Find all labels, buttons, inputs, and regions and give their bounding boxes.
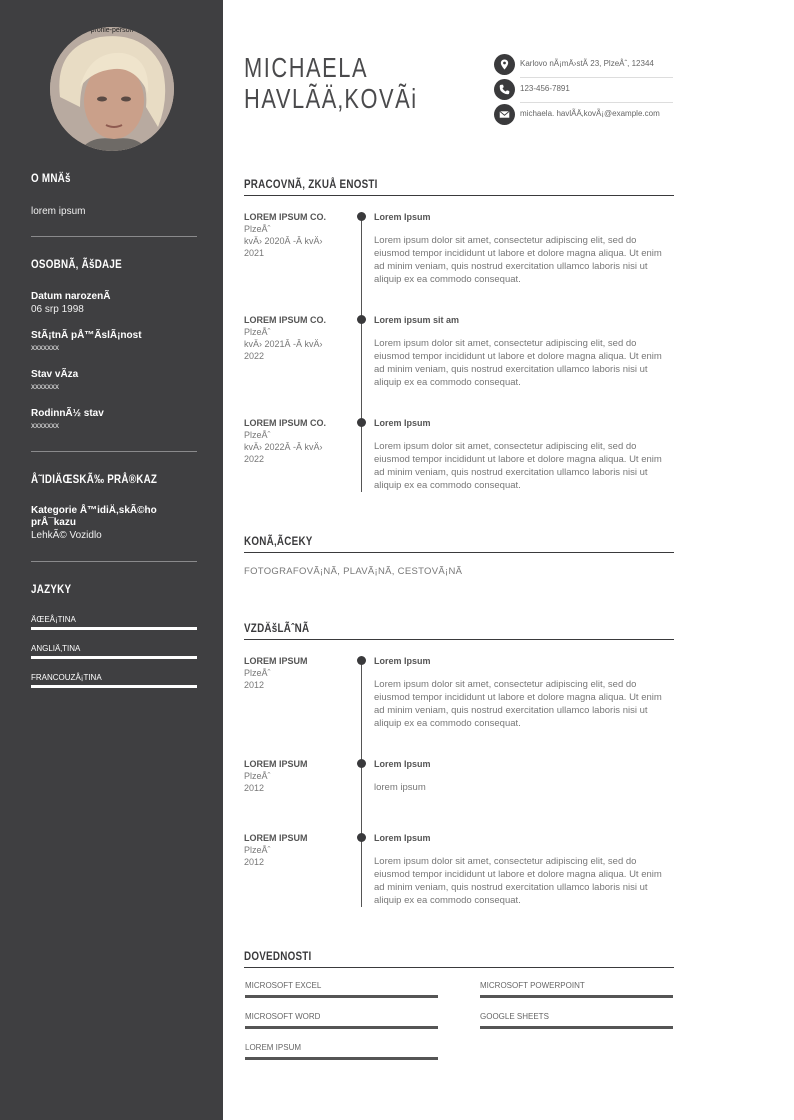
contact-phone [494,79,673,104]
license-heading: Å˜IDIÄŒSKÃ‰ PRÅ®KAZ [31,472,158,486]
experience-meta [244,314,349,362]
education-timeline [361,660,362,907]
education-meta [244,758,349,794]
education-detail [374,832,672,907]
skill-level-bar [245,1057,438,1060]
experience-detail [374,314,672,389]
personal-value: xxxxxxx [31,421,59,430]
about-heading: O MNÄš [31,171,71,185]
company-city: PlzeÅˆ [244,430,271,440]
experience-year: 2022 [244,454,265,464]
sidebar-divider [31,236,197,237]
language-item [31,673,197,688]
experience-heading [244,177,674,191]
license-value: LehkÃ© Vozidlo [31,530,102,541]
timeline-dot [357,759,366,768]
job-title: Lorem Ipsum [374,212,431,222]
job-title: Lorem Ipsum [374,418,431,428]
school-city: PlzeÅˆ [244,668,271,678]
language-level-bar [31,627,197,630]
company-city: PlzeÅˆ [244,327,271,337]
timeline-dot [357,315,366,324]
personal-label: StÃ¡tnÃ pÅ™ÃslÃ¡nost [31,330,142,341]
language-item [31,615,197,630]
sidebar [0,0,223,1120]
skills-heading-text: DOVEDNOSTI [244,949,312,963]
address-text: Karlovo nÃ¡mÄ›stÃ 23, PlzeÅˆ, 12344 [520,59,654,68]
school-name: LOREM IPSUM [244,833,308,843]
experience-year: 2021 [244,248,265,258]
education-description: Lorem ipsum dolor sit amet, consectetur adipiscing elit, sed do eiusmod tempor incididunt ut labore et dolore magna aliqua. Ut enim ad minim veniam, quis nostrud exercitation ullamco laboris nisi ut aliquip ex ea commodo consequat. [374,856,662,906]
experience-heading-text: PRACOVNÃ‚ ZKUÅ ENOSTI [244,177,378,191]
license-section [31,472,197,542]
email-text[interactable]: michaela. havlÃÄ‚kovÃ¡@example.com [520,109,660,118]
section-rule [244,639,674,640]
hobbies-heading [244,534,674,548]
job-description: Lorem ipsum dolor sit amet, consectetur adipiscing elit, sed do eiusmod tempor incididunt ut labore et dolore magna aliqua. Ut enim ad minim veniam, quis nostrud exercitation ullamco laboris nisi ut aliquip ex ea commodo consequat. [374,441,662,491]
language-item [31,644,197,659]
company-name: LOREM IPSUM CO. [244,212,327,222]
photo-alt-text: profile-person [90,27,134,34]
skills-heading [244,949,674,963]
location-pin-icon [494,54,515,75]
hobbies-text: FOTOGRAFOVÃ¡NÃ, PLAVÃ¡NÃ, CESTOVÃ¡NÃ [244,566,463,577]
experience-period: kvÄ› 2020Â -Â kvÄ› [244,236,323,246]
section-rule [244,552,674,553]
company-name: LOREM IPSUM CO. [244,315,327,325]
personal-label: Datum narozenÃ [31,291,111,302]
about-section [31,171,197,218]
degree-title: Lorem Ipsum [374,833,431,843]
skill-name: MICROSOFT POWERPOINT [480,981,585,990]
full-name [244,52,418,114]
experience-timeline [361,216,362,492]
experience-period: kvÄ› 2021Â -Â kvÄ› [244,339,323,349]
language-level-bar [31,656,197,659]
education-year: 2012 [244,783,265,793]
experience-detail [374,211,672,286]
profile-photo [50,27,174,151]
skill-name: LOREM IPSUM [245,1043,302,1052]
skill-level-bar [245,1026,438,1029]
skill-level-bar [480,995,673,998]
personal-item [31,369,197,393]
portrait-image [50,27,174,151]
language-name: ÄŒEÅ¡TINA [31,615,76,624]
skill-name: MICROSOFT WORD [245,1012,321,1021]
contact-address [494,54,673,79]
education-meta [244,655,349,691]
experience-meta [244,211,349,259]
timeline-dot [357,656,366,665]
experience-year: 2022 [244,351,265,361]
mail-icon [494,104,515,125]
timeline-dot [357,418,366,427]
education-detail [374,758,672,794]
about-text: lorem ipsum [31,206,86,217]
school-city: PlzeÅˆ [244,771,271,781]
job-description: Lorem ipsum dolor sit amet, consectetur adipiscing elit, sed do eiusmod tempor incididunt ut labore et dolore magna aliqua. Ut enim ad minim veniam, quis nostrud exercitation ullamco laboris nisi ut aliquip ex ea commodo consequat. [374,235,662,285]
skill-name: MICROSOFT EXCEL [245,981,322,990]
education-year: 2012 [244,857,265,867]
personal-section [31,257,197,432]
personal-value: xxxxxxx [31,343,59,352]
skill-item [245,981,438,998]
school-name: LOREM IPSUM [244,656,308,666]
skill-item [245,1043,438,1060]
contact-divider [520,102,673,103]
skill-item [480,981,673,998]
education-heading-text: VZDÄšLÃˆNÃ [244,621,310,635]
school-name: LOREM IPSUM [244,759,308,769]
license-label-line1: Kategorie Å™idiÄ‚skÃ©ho [31,505,157,516]
license-label-line2: prÅ¯kazu [31,517,76,528]
degree-title: Lorem Ipsum [374,656,431,666]
contact-email [494,104,673,129]
job-description: Lorem ipsum dolor sit amet, consectetur adipiscing elit, sed do eiusmod tempor incididunt ut labore et dolore magna aliqua. Ut enim ad minim veniam, quis nostrud exercitation ullamco laboris nisi ut aliquip ex ea commodo consequat. [374,338,662,388]
experience-detail [374,417,672,492]
hobbies-heading-text: KONÃ‚ÃCEKY [244,534,313,548]
section-rule [244,195,674,196]
job-title: Lorem ipsum sit am [374,315,460,325]
sidebar-divider [31,561,197,562]
contact-divider [520,77,673,78]
personal-label: RodinnÃ½ stav [31,408,104,419]
language-name: ANGLIÄ‚TINA [31,644,81,653]
name-line1: MICHAELA [244,52,369,83]
education-year: 2012 [244,680,265,690]
timeline-dot [357,212,366,221]
languages-heading: JAZYKY [31,582,72,596]
language-name: FRANCOUZÅ¡TINA [31,673,102,682]
personal-label: Stav vÃza [31,369,79,380]
name-line2: HAVLÃÄ‚KOVÃi [244,83,418,114]
phone-icon [494,79,515,100]
degree-title: Lorem Ipsum [374,759,431,769]
skill-level-bar [245,995,438,998]
education-heading [244,621,674,635]
skill-level-bar [480,1026,673,1029]
company-name: LOREM IPSUM CO. [244,418,327,428]
language-level-bar [31,685,197,688]
sidebar-divider [31,451,197,452]
education-detail [374,655,672,730]
languages-section [31,582,197,688]
skill-name: GOOGLE SHEETS [480,1012,549,1021]
skill-item [245,1012,438,1029]
education-description: Lorem ipsum dolor sit amet, consectetur adipiscing elit, sed do eiusmod tempor incididunt ut labore et dolore magna aliqua. Ut enim ad minim veniam, quis nostrud exercitation ullamco laboris nisi ut aliquip ex ea commodo consequat. [374,679,662,729]
personal-item [31,330,197,354]
personal-item [31,408,197,432]
section-rule [244,967,674,968]
school-city: PlzeÅˆ [244,845,271,855]
skill-item [480,1012,673,1029]
phone-text[interactable]: 123-456-7891 [520,84,570,93]
personal-value: 06 srp 1998 [31,304,84,315]
timeline-dot [357,833,366,842]
education-description: lorem ipsum [374,782,426,793]
experience-period: kvÄ› 2022Â -Â kvÄ› [244,442,323,452]
personal-heading: OSOBNÃ‚ ÃšDAJE [31,257,122,271]
education-meta [244,832,349,868]
personal-item [31,291,197,316]
company-city: PlzeÅˆ [244,224,271,234]
personal-value: xxxxxxx [31,382,59,391]
experience-meta [244,417,349,465]
